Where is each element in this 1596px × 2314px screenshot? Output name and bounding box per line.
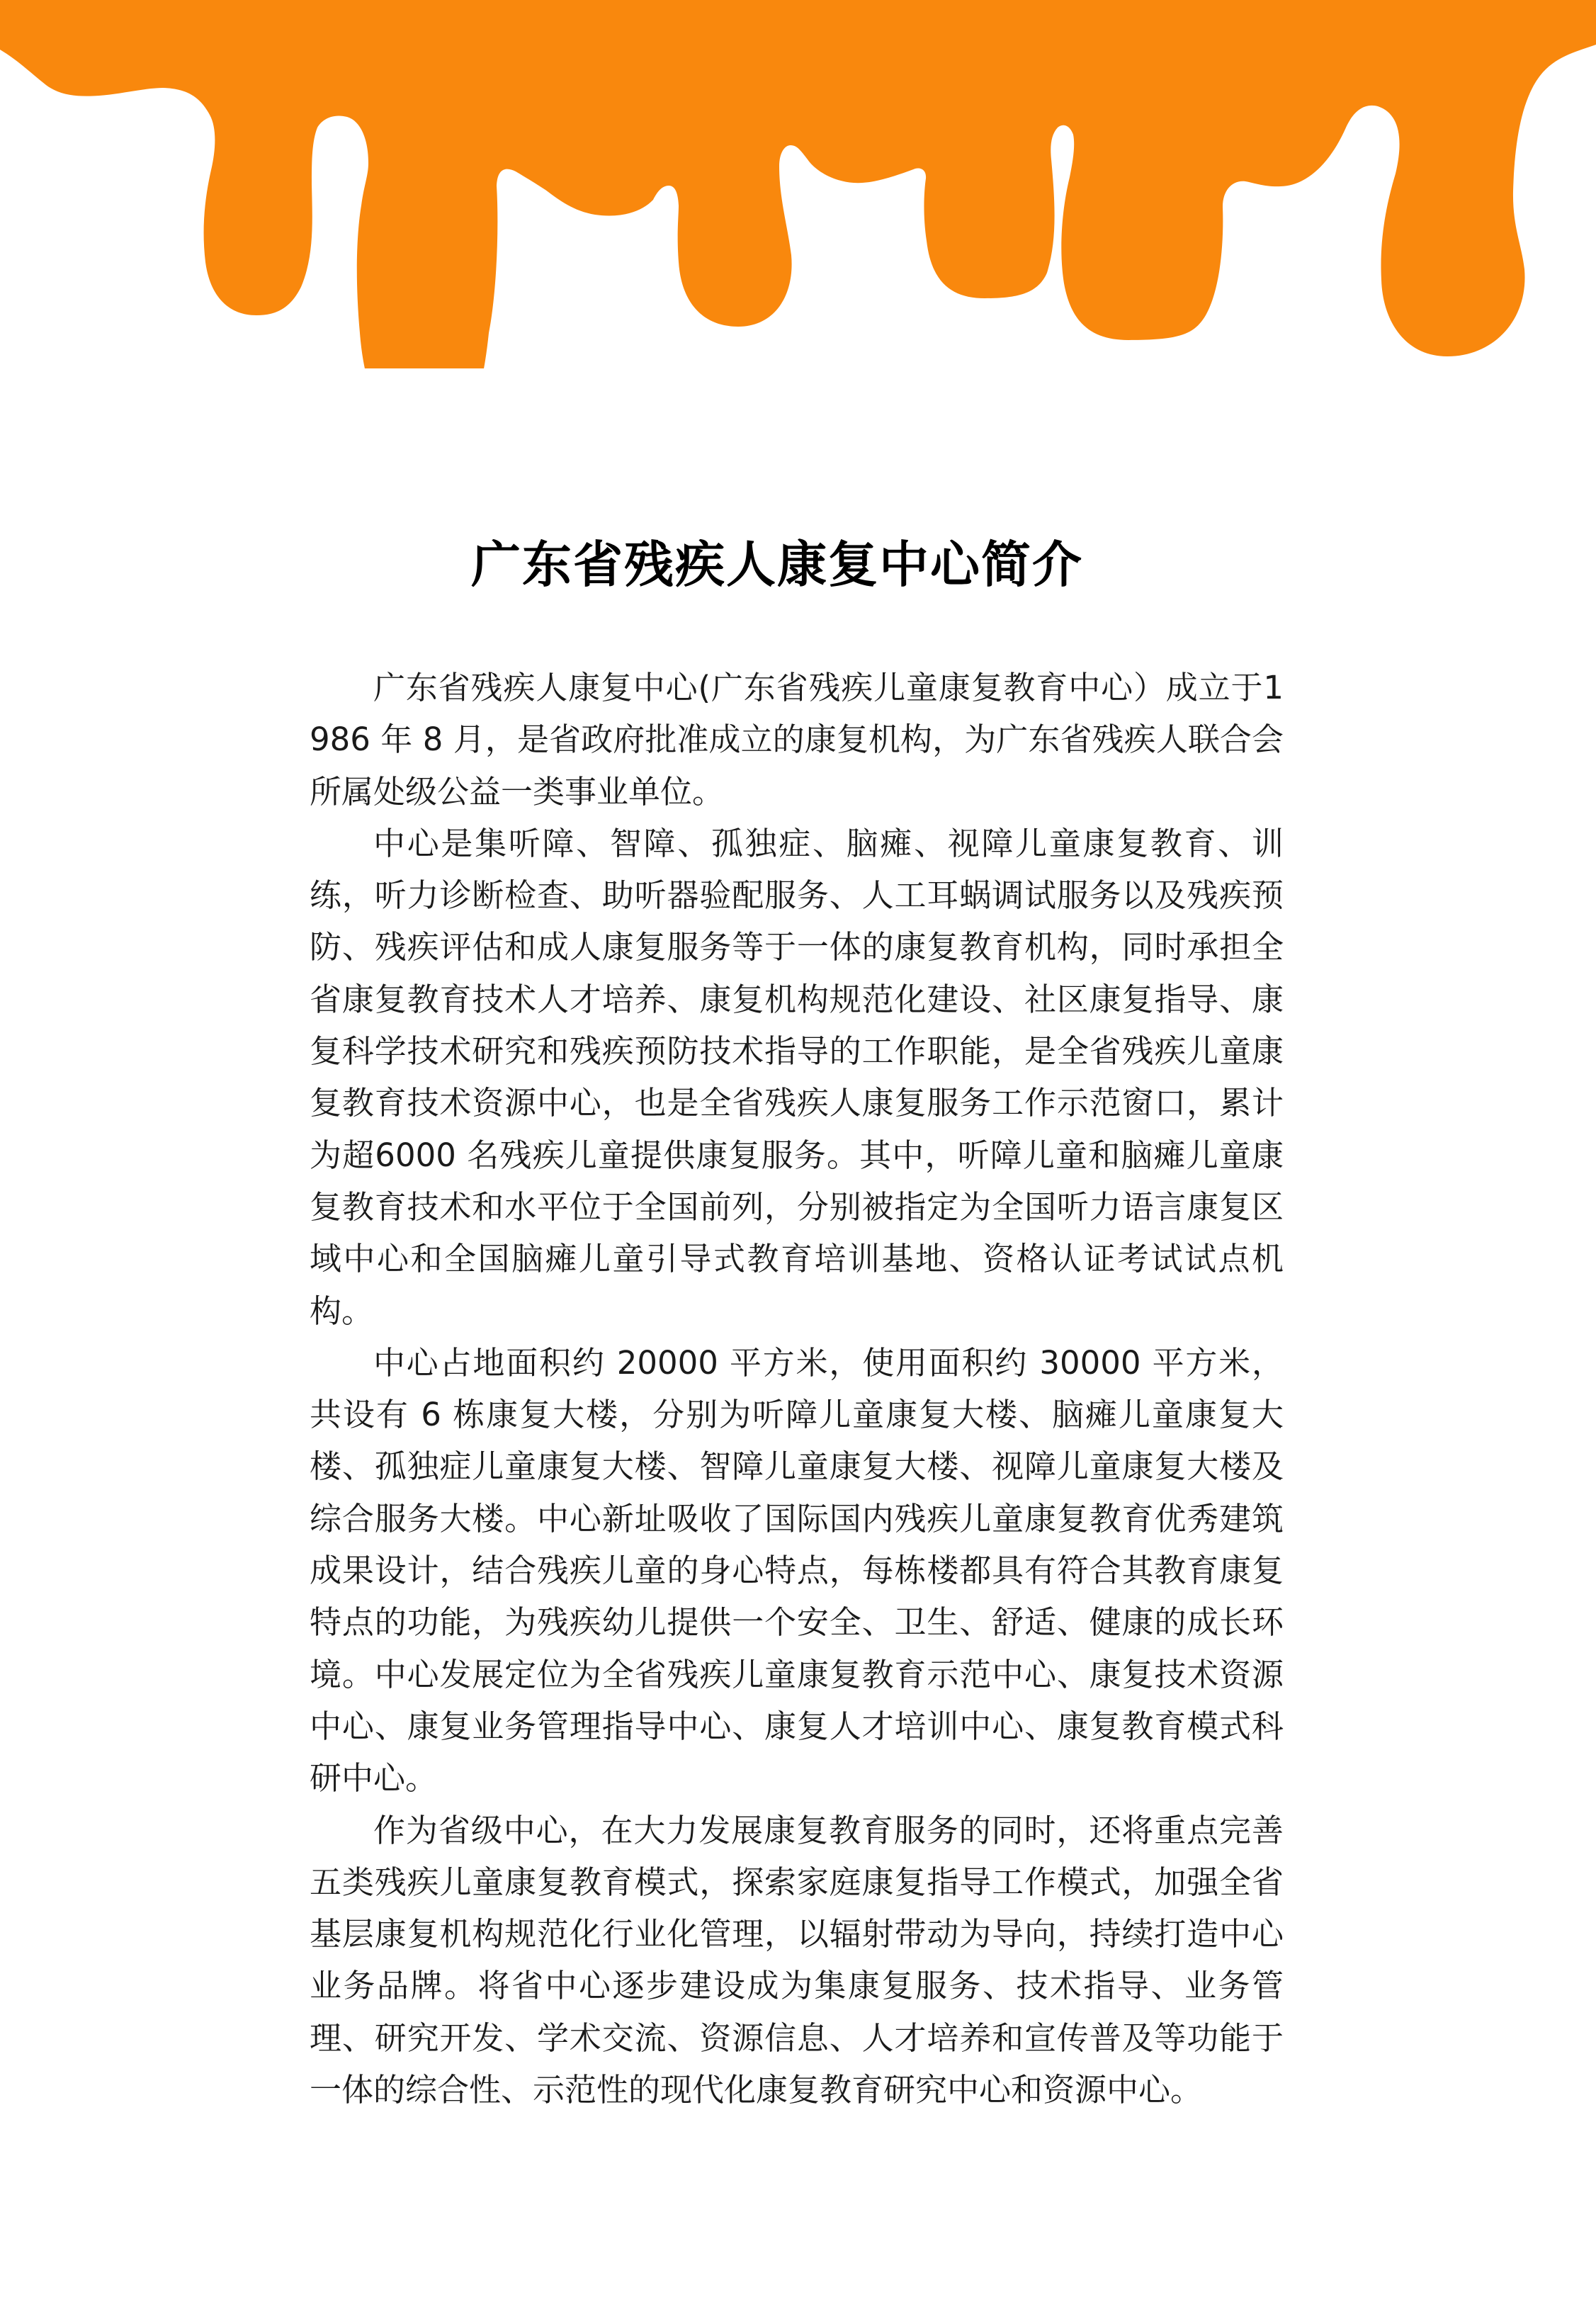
- document-body: [310, 662, 1284, 2116]
- orange-drip-decoration: [0, 0, 1596, 368]
- paragraph-development: 作为省级中心，在大力发展康复教育服务的同时，还将重点完善五类残疾儿童康复教育模式，探索家庭康复指导工作模式，加强全省基层康复机构规范化行业化管理，以辐射带动为导向，持续打造中心业务品牌。将省中心逐步建设成为集康复服务、技术指导、业务管理、研究开发、学术交流、资源信息、人才培养和宣传普及等功能于一体的综合性、示范性的现代化康复教育研究中心和资源中心。: [310, 1811, 1284, 2109]
- page-title: 广东省残疾人康复中心简介: [471, 536, 1083, 594]
- paint-drip-icon: [0, 0, 1596, 368]
- paragraph-founding: 广东省残疾人康复中心(广东省残疾儿童康复教育中心）成立于1986 年 8 月，是省政府批准成立的康复机构，为广东省残疾人联合会所属处级公益一类事业单位。: [310, 669, 1284, 811]
- paragraph-facilities: 中心占地面积约 20000 平方米，使用面积约 30000 平方米，共设有 6 栋康复大楼，分别为听障儿童康复大楼、脑瘫儿童康复大楼、孤独症儿童康复大楼、智障儿童康复大楼、视障儿童康复大楼及综合服务大楼。中心新址吸收了国际国内残疾儿童康复教育优秀建筑成果设计，结合残疾儿童的身心特点，每栋楼都具有符合其教育康复特点的功能，为残疾幼儿提供一个安全、卫生、舒适、健康的成长环境。中心发展定位为全省残疾儿童康复教育示范中心、康复技术资源中心、康复业务管理指导中心、康复人才培训中心、康复教育模式科研中心。: [310, 1343, 1284, 1797]
- drip-shape-main: [0, 0, 1596, 368]
- paragraph-functions: 中心是集听障、智障、孤独症、脑瘫、视障儿童康复教育、训练，听力诊断检查、助听器验配服务、人工耳蜗调试服务以及残疾预防、残疾评估和成人康复服务等于一体的康复教育机构，同时承担全省康复教育技术人才培养、康复机构规范化建设、社区康复指导、康复科学技术研究和残疾预防技术指导的工作职能，是全省残疾儿童康复教育技术资源中心，也是全省残疾人康复服务工作示范窗口，累计为超6000 名残疾儿童提供康复服务。其中，听障儿童和脑瘫儿童康复教育技术和水平位于全国前列，分别被指定为全国听力语言康复区域中心和全国脑瘫儿童引导式教育培训基地、资格认证考试试点机构。: [310, 824, 1284, 1330]
